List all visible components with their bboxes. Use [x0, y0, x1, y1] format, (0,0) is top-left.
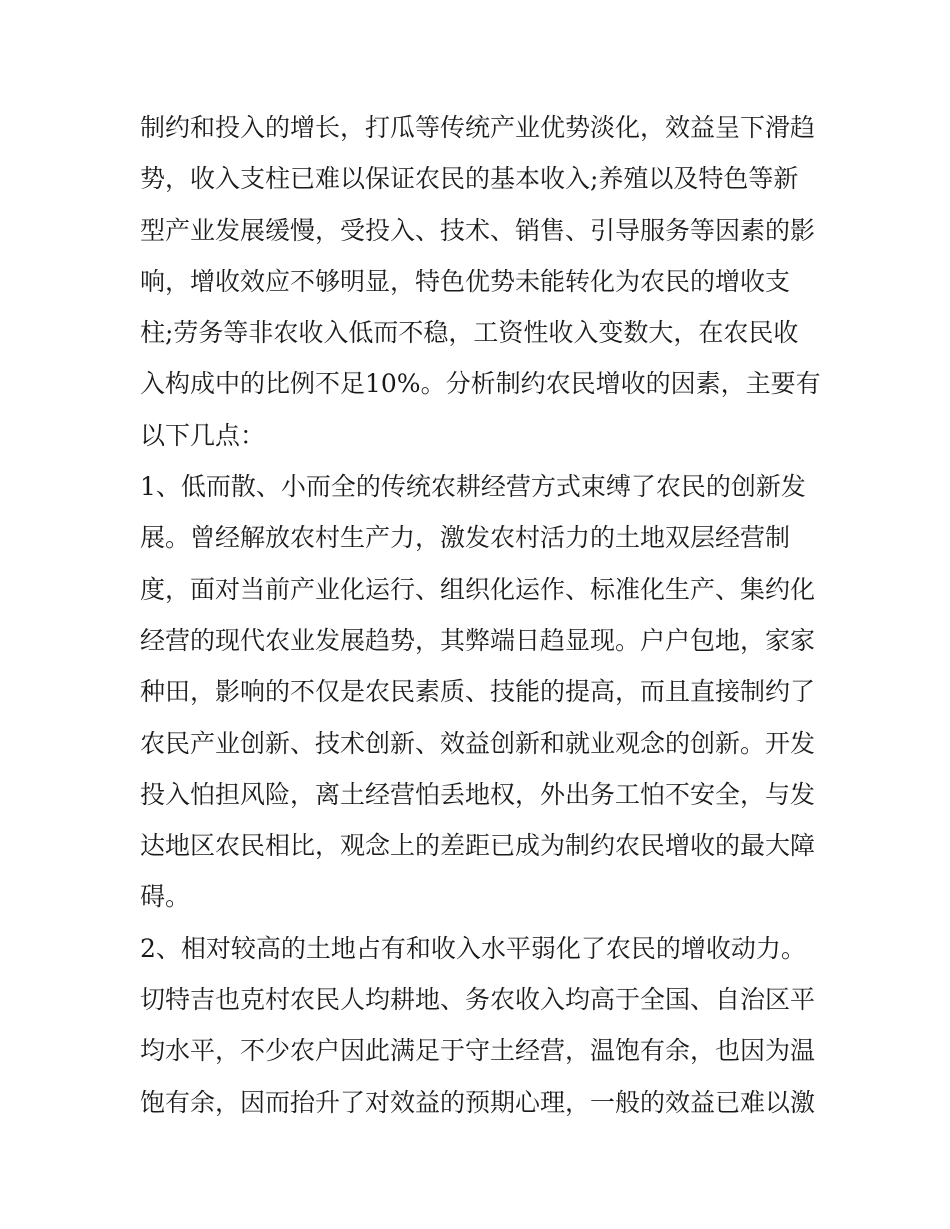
text-line: 投入怕担风险，离土经营怕丢地权，外出务工怕不安全，与发 — [140, 779, 816, 809]
text-line: 制约和投入的增长，打瓜等传统产业优势淡化，效益呈下滑趋 — [140, 113, 816, 142]
text-line: 2、相对较高的土地占有和收入水平弱化了农民的增收动力。 — [140, 933, 806, 963]
text-line: 经营的现代农业发展趋势，其弊端日趋显现。户户包地，家家 — [140, 625, 816, 655]
text-line: 度，面对当前产业化运行、组织化运作、标准化生产、集约化 — [140, 574, 816, 604]
text-line: 达地区农民相比，观念上的差距已成为制约农民增收的最大障 — [140, 831, 816, 861]
text-line: 响，增收效应不够明显，特色优势未能转化为农民的增收支 — [140, 266, 791, 296]
text-line: 柱;劳务等非农收入低而不稳，工资性收入变数大，在农民收 — [140, 318, 799, 348]
text-line: 碍。 — [140, 882, 191, 912]
text-line: 以下几点： — [140, 420, 266, 450]
body-text — [140, 102, 830, 1128]
text-line: 农民产业创新、技术创新、效益创新和就业观念的创新。开发 — [140, 728, 816, 758]
text-line: 饱有余，因而抬升了对效益的预期心理，一般的效益已难以激 — [140, 1087, 816, 1117]
text-line: 势，收入支柱已难以保证农民的基本收入;养殖以及特色等新 — [140, 164, 799, 194]
text-line: 1、低而散、小而全的传统农耕经营方式束缚了农民的创新发 — [140, 472, 806, 502]
text-line: 型产业发展缓慢，受投入、技术、销售、引导服务等因素的影 — [140, 215, 816, 245]
text-line: 种田，影响的不仅是农民素质、技能的提高，而且直接制约了 — [140, 677, 816, 707]
text-line: 切特吉也克村农民人均耕地、务农收入均高于全国、自治区平 — [140, 985, 816, 1015]
text-line: 展。曾经解放农村生产力，激发农村活力的土地双层经营制 — [140, 523, 791, 553]
text-line: 均水平，不少农户因此满足于守土经营，温饱有余，也因为温 — [140, 1036, 816, 1066]
text-line: 入构成中的比例不足10%。分析制约农民增收的因素，主要有 — [140, 369, 821, 399]
